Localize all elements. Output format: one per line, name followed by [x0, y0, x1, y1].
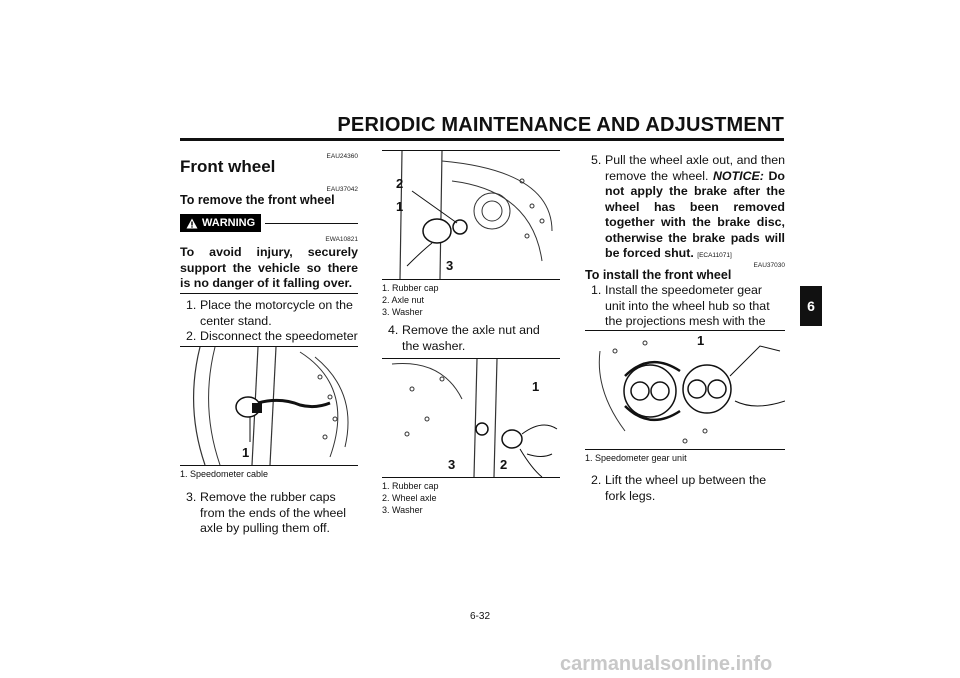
wheel-illustration — [180, 347, 358, 465]
subsection-code: EAU37030 — [753, 262, 785, 269]
page-header-title: PERIODIC MAINTENANCE AND ADJUSTMENT — [337, 114, 784, 136]
warning-label: WARNING — [202, 217, 256, 229]
callout-2: 2 — [396, 176, 404, 191]
list-item: 5. Pull the wheel axle out, and then remove the wheel. NOTICE: Do not apply the brake after the wheel has been removed together with the brake disc, otherwise the brake pads will be forced shut. [ECA11071] — [591, 153, 785, 260]
speedometer-cable-figure — [180, 346, 358, 466]
step-text: Pull the wheel axle out, and then remove the wheel. — [605, 153, 785, 183]
warning-rule — [265, 223, 358, 224]
section-code: EAU24360 — [326, 153, 358, 160]
list-item: 3. Remove the rubber caps from the ends of the wheel axle by pulling them off. — [186, 490, 347, 535]
page-number: 6-32 — [469, 611, 490, 622]
notice-label: NOTICE: — [712, 168, 764, 183]
figure-caption: 1. Speedometer gear unit — [585, 453, 687, 463]
list-item: 4. Remove the axle nut and the washer. — [388, 323, 540, 353]
warning-triangle-icon — [186, 218, 198, 229]
figure-caption: 1. Rubber cap 2. Axle nut 3. Washer — [382, 283, 439, 317]
wheel-axle-illustration — [382, 359, 560, 477]
header-rule — [180, 138, 784, 141]
axle-nut-illustration — [382, 151, 560, 279]
callout-1: 1 — [697, 333, 705, 348]
warning-badge — [180, 214, 261, 232]
warning-header — [180, 214, 358, 232]
subsection-title: To remove the front wheel — [180, 193, 335, 207]
callout-1: 1 — [532, 379, 540, 394]
callout-3: 3 — [446, 258, 454, 273]
gear-unit-figure — [585, 330, 785, 450]
notice-text: Do not apply the brake after the wheel has been removed together with the brake disc, otherwise the brake pads will be forced shut. — [605, 168, 785, 260]
warning-code: EWA10821 — [325, 236, 358, 243]
wheel-axle-figure — [382, 358, 560, 478]
figure-caption: 1. Speedometer cable — [180, 469, 269, 479]
watermark: carmanualsonline.info — [560, 653, 773, 675]
subsection-title: To install the front wheel — [585, 268, 732, 282]
subsection-code: EAU37042 — [326, 186, 358, 193]
section-title: Front wheel — [180, 157, 276, 176]
list-item: 1. Install the speedometer gear unit into the wheel hub so that the projections mesh with the — [591, 283, 770, 328]
list-item: 1. Place the motorcycle on the center stand. — [186, 298, 353, 328]
callout-1: 1 — [396, 199, 404, 214]
callout-2: 2 — [500, 457, 508, 472]
gear-unit-illustration — [585, 331, 785, 449]
warning-bottom-rule — [180, 293, 358, 294]
callout-3: 3 — [448, 457, 456, 472]
list-item: 2. Lift the wheel up between the fork legs. — [591, 473, 767, 503]
figure-caption: 1. Rubber cap 2. Wheel axle 3. Washer — [382, 481, 439, 515]
chapter-tab: 6 — [800, 286, 822, 326]
list-item: 2. Disconnect the speedometer — [186, 329, 358, 343]
notice-code: [ECA11071] — [697, 252, 732, 259]
callout-1: 1 — [242, 445, 250, 460]
warning-text: To avoid injury, securely support the vehicle so there is no danger of it falling over. — [180, 245, 358, 290]
axle-nut-figure — [382, 150, 560, 280]
